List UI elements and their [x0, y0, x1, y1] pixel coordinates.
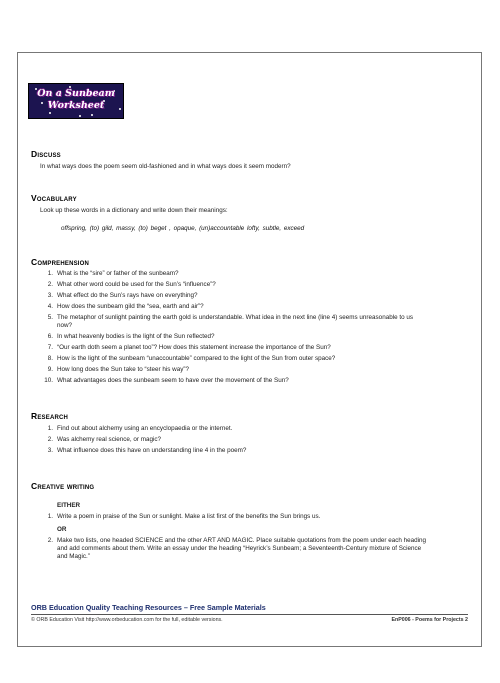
list-item: 9. How long does the Sun take to “steer his way”?	[47, 366, 189, 373]
worksheet-page	[17, 52, 482, 647]
discuss-question: In what ways does the poem seem old-fashioned and in what ways does it seem modern?	[40, 163, 291, 170]
vocabulary-instruction: Look up these words in a dictionary and write down their meanings:	[40, 207, 228, 214]
list-item: 1. Find out about alchemy using an encyclopaedia or the internet.	[47, 425, 233, 432]
list-item: 8. How is the light of the sunbeam “unaccountable” compared to the light of the Sun from outer space?	[47, 355, 336, 362]
research-list	[40, 425, 460, 458]
list-item: 1. Write a poem in praise of the Sun or sunlight. Make a list first of the benefits the Sun brings us.	[47, 513, 321, 520]
list-item: 1. What is the “sire” or father of the sunbeam?	[47, 270, 179, 277]
list-item: 4. How does the sunbeam gild the “sea, earth and air”?	[47, 303, 204, 310]
footer-divider	[31, 614, 468, 615]
list-item: 6. In what heavenly bodies is the light of the Sun reflected?	[47, 333, 215, 340]
list-item: 10. What advantages does the sunbeam seem to have over the movement of the Sun?	[44, 377, 289, 384]
footer-title: ORB Education Quality Teaching Resources – Free Sample Materials	[31, 603, 266, 612]
title-banner	[28, 83, 124, 119]
worksheet-title: On a Sunbeam Worksheet	[37, 88, 115, 111]
list-item: 2. Was alchemy real science, or magic?	[47, 436, 162, 443]
list-item: 2. Make two lists, one headed SCIENCE and the other ART AND MAGIC. Place suitable quotations from the poem under each heading and add comments about them. Write an essay under the heading “Heyrick’s Sunbeam; a Seventeenth-Century mixture of Science and Magic.”	[47, 537, 427, 560]
vocabulary-heading: Vocabulary	[31, 193, 77, 203]
footer-copyright: © ORB Education Visit http://www.orbeducation.com for the full, editable versions.	[31, 617, 223, 623]
or-label: OR	[57, 526, 67, 533]
list-item: 3. What effect do the Sun’s rays have on everything?	[47, 292, 198, 299]
list-item: 2. What other word could be used for the Sun’s “influence”?	[47, 281, 216, 288]
creative-list-2	[40, 537, 460, 561]
vocabulary-words: offspring, (to) gild, massy, (to) beget , opaque, (un)accountable lofty, subtle, exceed	[61, 225, 305, 232]
either-label: EITHER	[57, 502, 81, 509]
footer-code: EnP006 - Poems for Projects 2	[391, 617, 468, 623]
comprehension-heading: Comprehension	[31, 257, 90, 267]
list-item: 5. The metaphor of sunlight painting the earth gold is understandable. What idea in the next line (line 4) seems unreasonable to us now?	[47, 314, 413, 329]
discuss-heading: Discuss	[31, 149, 61, 159]
list-item: 3. What influence does this have on understanding line 4 in the poem?	[47, 447, 247, 454]
research-heading: Research	[31, 411, 69, 421]
list-item: 7. “Our earth doth seem a planet too”? How does this statement increase the importance of the Sun?	[47, 344, 331, 351]
creative-writing-heading: Creative writing	[31, 481, 95, 491]
comprehension-list	[40, 270, 460, 388]
creative-list-1	[40, 513, 460, 521]
